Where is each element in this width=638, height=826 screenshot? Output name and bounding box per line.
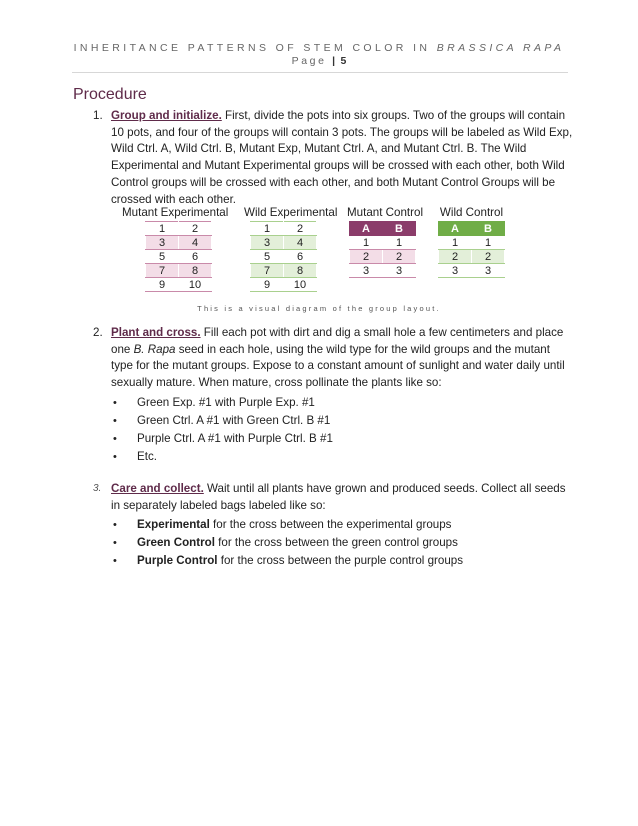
table-cell: 1 [350,236,383,250]
table-title: Mutant Experimental [122,206,229,219]
list-item-term: Green Control [137,536,215,550]
list-item-text: for the cross between the green control groups [214,536,458,550]
table-cell: 8 [284,264,317,278]
table-cell: 8 [179,264,212,278]
page-label: Page [291,55,327,67]
table-header-cell: B [472,222,505,236]
table-cell: 1 [251,222,284,236]
table-header-cell: A [350,222,383,236]
table-cell: 4 [179,236,212,250]
table-cell: 5 [146,250,179,264]
table-cell: 10 [179,278,212,292]
collection-list [111,516,573,570]
table-cell: 3 [251,236,284,250]
table-cell: 6 [284,250,317,264]
species-name: B. Rapa [133,342,176,356]
table-cell: 2 [284,222,317,236]
step-body [111,108,573,208]
table-cell: 1 [439,236,472,250]
step-lead: Plant and cross. [111,326,201,339]
table-cell: 1 [146,222,179,236]
list-item [111,448,573,466]
table-header-cell: A [439,222,472,236]
table-cell: 3 [472,264,505,278]
table-cell: 2 [179,222,212,236]
table-cell: 6 [179,250,212,264]
list-item [111,412,573,430]
list-item-text: Green Ctrl. A #1 with Green Ctrl. B #1 [137,413,331,427]
table-row [439,264,505,278]
table-cell: 7 [146,264,179,278]
table-row [251,250,317,264]
list-item [111,430,573,448]
bullet-icon: • [113,396,117,409]
cross-list [111,394,573,466]
table-cell: 10 [284,278,317,292]
table-cell: 4 [284,236,317,250]
step-lead: Care and collect. [111,482,204,495]
table-row [439,250,505,264]
step-body [111,481,573,570]
list-item-text: for the cross between the experimental groups [209,518,452,532]
table-cell: 2 [350,250,383,264]
table-title: Mutant Control [347,206,424,219]
bullet-icon: • [113,555,117,568]
table-cell: 5 [251,250,284,264]
list-item-text: for the cross between the purple control groups [217,554,464,568]
list-item-term: Purple Control [137,554,218,568]
step-text: Wait until all plants have grown and produced seeds. Collect all seeds in separately labeled bags labeled like so: [111,482,566,512]
step-text-continued: seed in each hole, using the wild type for the wild groups and the mutant type for the mutant groups. Expose to a constant amount of sunlight and water daily until sexually mature. When mature, cross pollinate the plants like so: [111,342,565,390]
table-row [439,236,505,250]
table-cell: 3 [383,264,416,278]
bullet-icon: • [113,519,117,532]
table-row [251,278,317,292]
table-header-row [439,222,505,236]
bullet-icon: • [113,414,117,427]
list-item [111,534,573,552]
document-title [74,42,565,54]
page-separator: | [332,55,336,67]
table-row [146,222,212,236]
page-number: 5 [340,55,347,67]
list-item [111,552,573,570]
table-cell: 2 [439,250,472,264]
table-cell: 1 [383,236,416,250]
figure-caption: This is a visual diagram of the group layout. [197,304,441,313]
step-text: First, divide the pots into six groups. Two of the groups will contain 10 pots, and four of the groups will contain 3 pots. The groups will be labeled as Wild Exp, Wild Ctrl. A, Wild Ctrl. B, Mutant Exp, Mutant Ctrl. A, and Mutant Ctrl. B. The Wild Experimental and Mutant Experimental groups will be crossed with each other, both Wild Control groups will be crossed with each other, and both Mutant Control Groups will be crossed with each other. [111,109,573,206]
table-header-row [350,222,416,236]
list-item-text: Purple Ctrl. A #1 with Purple Ctrl. B #1 [137,431,333,445]
table-row [350,236,416,250]
page-indicator [0,55,638,67]
table-title: Wild Control [439,206,504,219]
step-number: 3. [93,483,102,494]
table-row [146,250,212,264]
table-row [146,264,212,278]
step-body [111,325,573,466]
table-cell: 2 [383,250,416,264]
table-header-cell: B [383,222,416,236]
table-row [146,236,212,250]
list-item [111,516,573,534]
step-number: 1. [93,109,103,122]
table-row [251,264,317,278]
table-row [146,278,212,292]
bullet-icon: • [113,450,117,463]
step-text: Fill each pot with dirt and dig a small hole a few centimeters and place one [111,326,564,356]
table-wild-experimental [244,206,337,292]
bullet-icon: • [113,432,117,445]
table-wild-control [438,206,505,278]
list-item [111,394,573,412]
table-row [350,264,416,278]
table-title: Wild Experimental [244,206,338,219]
table-cell: 1 [472,236,505,250]
title-text: INHERITANCE PATTERNS OF STEM COLOR IN [73,42,431,54]
table-row [251,236,317,250]
page-header [0,38,638,56]
table-cell: 9 [146,278,179,292]
table-row [350,250,416,264]
table-row [251,222,317,236]
header-divider [72,72,568,73]
list-item-text: Green Exp. #1 with Purple Exp. #1 [137,395,315,409]
table-cell: 9 [251,278,284,292]
title-species: BRASSICA RAPA [436,42,565,54]
table-mutant-control [347,206,423,278]
step-1 [93,108,573,208]
table-cell: 3 [146,236,179,250]
table-cell: 3 [350,264,383,278]
list-item-text: Etc. [137,449,157,463]
step-number: 2. [93,326,103,339]
step-2 [93,325,573,466]
step-3 [93,481,573,570]
section-heading: Procedure [73,86,147,103]
bullet-icon: • [113,537,117,550]
list-item-term: Experimental [137,518,210,532]
table-mutant-experimental [122,206,228,292]
table-cell: 2 [472,250,505,264]
table-cell: 3 [439,264,472,278]
table-cell: 7 [251,264,284,278]
step-lead: Group and initialize. [111,109,222,122]
